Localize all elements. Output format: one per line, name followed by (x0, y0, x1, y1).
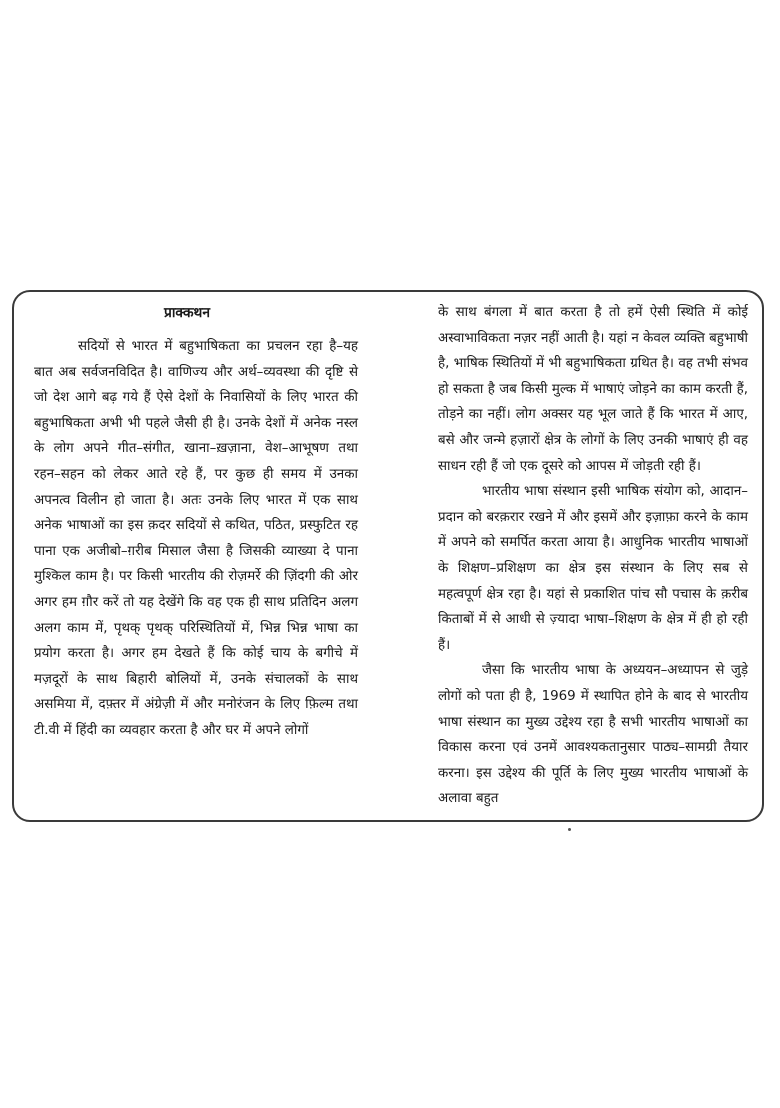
speck (568, 828, 571, 831)
left-page (34, 300, 358, 744)
left-paragraph-1: सदियों से भारत में बहुभाषिकता का प्रचलन रहा है–यह बात अब सर्वजनविदित है। वाणिज्य और अर्थ–व्यवस्था की दृष्टि से जो देश आगे बढ़ गये हैं ऐसे देशों के निवासियों के लिए भारत की बहुभाषिकता अभी भी पहले जैसी ही है। उनके देशों में अनेक नस्ल के लोग अपने गीत–संगीत, खाना–ख़ज़ाना, वेश–आभूषण तथा रहन–सहन को लेकर आते रहे हैं, पर कुछ ही समय में उनका अपनत्व विलीन हो जाता है। अतः उनके लिए भारत में एक साथ अनेक भाषाओं का इस क़दर सदियों से कथित, पठित, प्रस्फुटित रह पाना एक अजीबो–ग़रीब मिसाल जैसा है जिसकी व्याख्या दे पाना मुश्किल काम है। पर किसी भारतीय की रोज़मर्रे की ज़िंदगी की ओर अगर हम ग़ौर करें तो यह देखेंगे कि वह एक ही साथ प्रतिदिन अलग अलग काम में, पृथक् पृथक् परिस्थितियों में, भिन्न भिन्न भाषा का प्रयोग करता है। अगर हम देखते हैं कि कोई चाय के बगीचे में मज़दूरों के साथ बिहारी बोलियों में, उनके संचालकों के साथ असमिया में, दफ़्तर में अंग्रेज़ी में और मनोरंजन के लिए फ़िल्म तथा टी.वी में हिंदी का व्यवहार करता है और घर में अपने लोगों (34, 339, 358, 738)
right-paragraph-1: के साथ बंगला में बात करता है तो हमें ऐसी स्थिति में कोई अस्वाभाविकता नज़र नहीं आती है। यहां न केवल व्यक्ति बहुभाषी है, भाषिक स्थितियों में भी बहुभाषिकता ग्रथित है। वह तभी संभव हो सकता है जब किसी मुल्क में भाषाएं जोड़ने का काम करती हैं, तोड़ने का नहीं। लोग अक्सर यह भूल जाते हैं कि भारत में आए, बसे और जन्मे हज़ारों क्षेत्र के लोगों के लिए उनकी भाषाएं ही वह साधन रही हैं जो एक दूसरे को आपस में जोड़ती रही हैं। (438, 305, 748, 474)
page-heading: प्राक्कथन (164, 305, 211, 321)
right-paragraph-2: भारतीय भाषा संस्थान इसी भाषिक संयोग को, आदान–प्रदान को बरक़रार रखने में और इसमें और इज़ाफ़ा करने के काम में अपने को समर्पित करता आया है। आधुनिक भारतीय भाषाओं के शिक्षण–प्रशिक्षण का क्षेत्र इस संस्थान के लिए सब से महत्वपूर्ण क्षेत्र रहा है। यहां से प्रकाशित पांच सौ पचास के क़रीब किताबों में से आधी से ज़्यादा भाषा–शिक्षण के क्षेत्र में ही हो रही हैं। (438, 484, 748, 653)
right-paragraph-3: जैसा कि भारतीय भाषा के अध्ययन–अध्यापन से जुड़े लोगों को पता ही है, 1969 में स्थापित होने के बाद से भारतीय भाषा संस्थान का मुख्य उद्देश्य रहा है सभी भारतीय भाषाओं का विकास करना एवं उनमें आवश्यकतानुसार पाठ्य–सामग्री तैयार करना। इस उद्देश्य की पूर्ति के लिए मुख्य भारतीय भाषाओं के अलावा बहुत (438, 663, 748, 807)
right-page (438, 300, 748, 812)
book-spread (12, 290, 764, 822)
